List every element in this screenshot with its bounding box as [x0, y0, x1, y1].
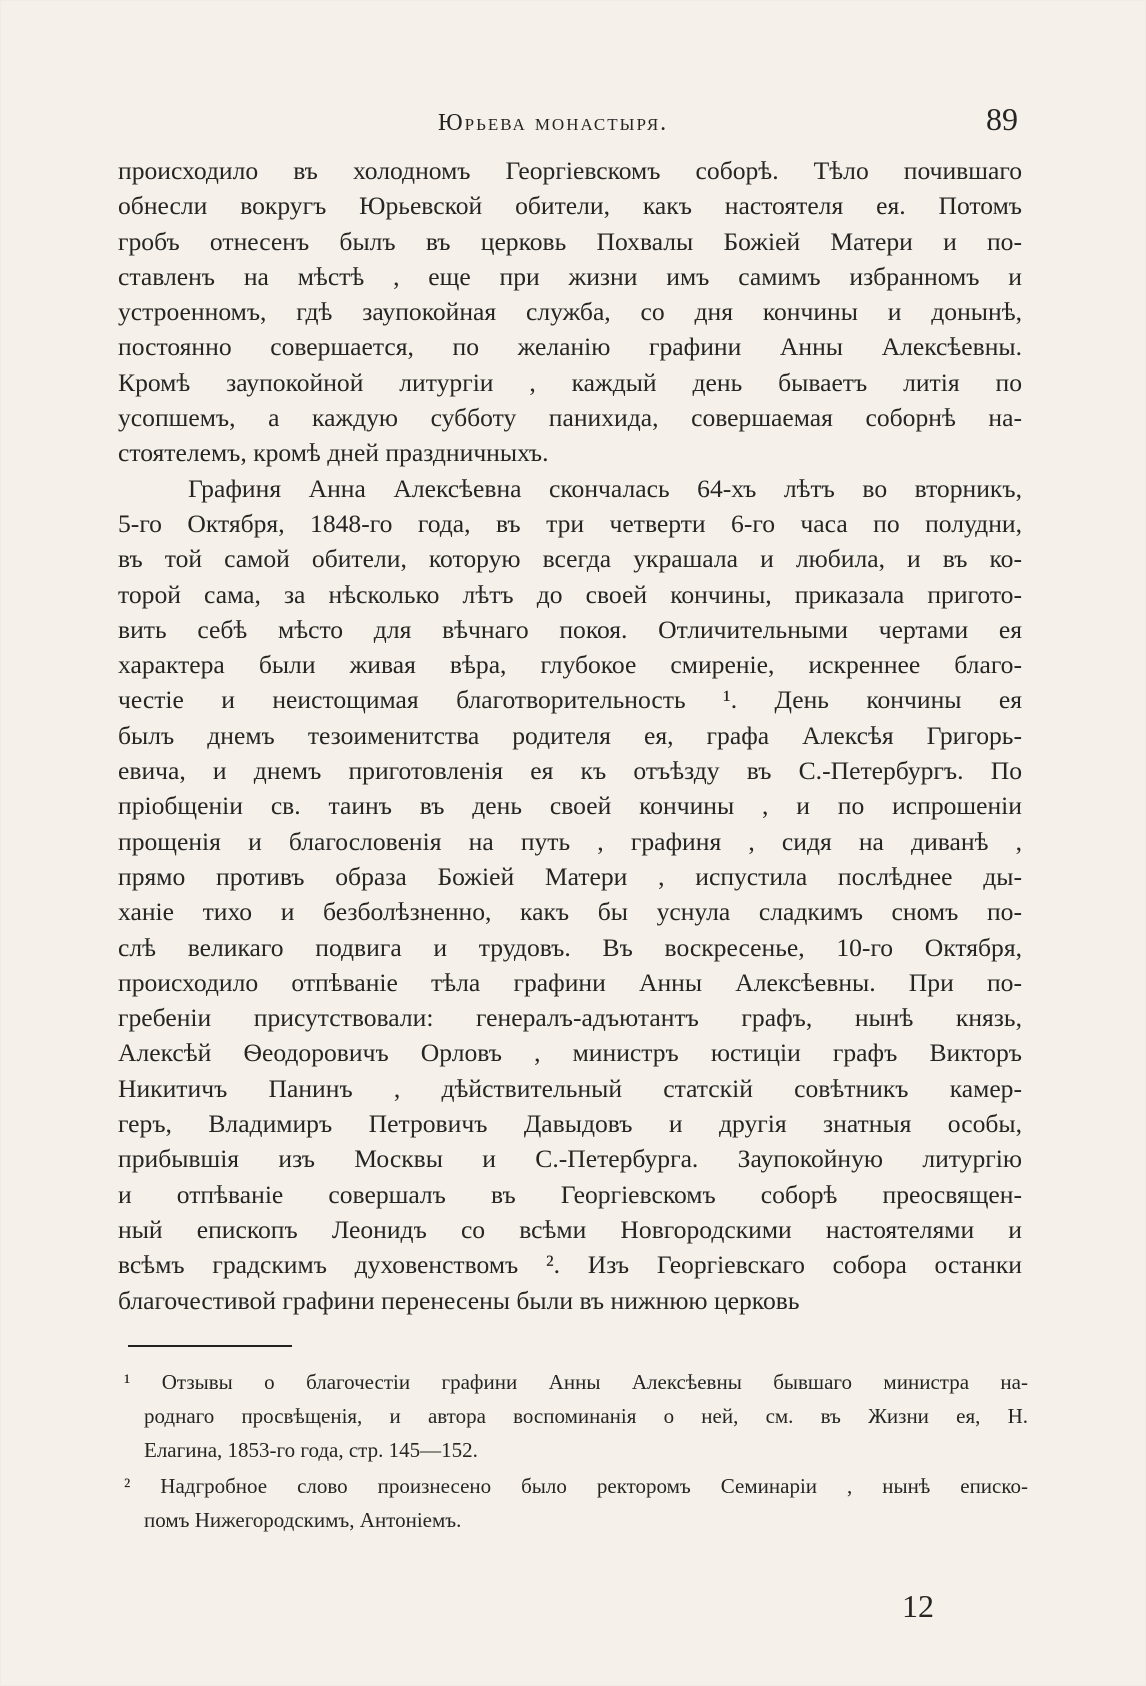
- body-line: всѣмъ градскимъ духовенствомъ ². Изъ Георгіевскаго собора останки: [118, 1250, 1022, 1280]
- body-line: Никитичъ Панинъ , дѣйствительный статскій совѣтникъ камер-: [118, 1073, 1022, 1103]
- body-line: ханіе тихо и безболѣзненно, какъ бы уснула сладкимъ сномъ по-: [118, 897, 1022, 927]
- body-line: Графиня Анна Алексѣевна скончалась 64-хъ лѣтъ во вторникъ,: [188, 473, 1022, 503]
- footnote-2: [124, 1469, 1028, 1537]
- footnote-line: ¹ Отзывы о благочестіи графини Анны Алексѣевны бывшаго министра на-: [124, 1370, 1028, 1394]
- footnote-line: помъ Нижегородскимъ, Антоніемъ.: [144, 1508, 462, 1532]
- body-line: гробъ отнесенъ былъ въ церковь Похвалы Божіей Матери и по-: [118, 226, 1022, 256]
- body-line: вить себѣ мѣсто для вѣчнаго покоя. Отличительными чертами ея: [118, 614, 1022, 644]
- body-line: 5-го Октября, 1848-го года, въ три четверти 6-го часа по полудни,: [118, 508, 1022, 538]
- signature-mark: 12: [902, 1588, 934, 1624]
- body-line: ный епископъ Леонидъ со всѣми Новгородскими настоятелями и: [118, 1214, 1022, 1244]
- body-line: и отпѣваніе совершалъ въ Георгіевскомъ соборѣ преосвящен-: [118, 1179, 1022, 1209]
- body-line: характера были живая вѣра, глубокое смиреніе, искреннее благо-: [118, 650, 1022, 680]
- footnotes: [124, 1365, 1028, 1539]
- footnote-line: Елагина, 1853-го года, стр. 145—152.: [144, 1438, 478, 1462]
- body-line: постоянно совершается, по желанію графини Анны Алексѣевны.: [118, 332, 1022, 362]
- body-line: гребеніи присутствовали: генералъ-адъютантъ графъ, нынѣ князь,: [118, 1003, 1022, 1033]
- body-line: былъ днемъ тезоименитства родителя ея, графа Алексѣя Григорь-: [118, 720, 1022, 750]
- page-number: 89: [986, 101, 1018, 137]
- running-head: Юрьева монастыря.: [438, 110, 669, 136]
- body-line: благочестивой графини перенесены были въ нижнюю церковь: [118, 1285, 800, 1315]
- body-line: устроенномъ, гдѣ заупокойная служба, со дня кончины и донынѣ,: [118, 297, 1022, 327]
- body-line: пріобщеніи св. таинъ въ день своей кончины , и по испрошеніи: [118, 791, 1022, 821]
- body-line: прощенія и благословенія на путь , графиня , сидя на диванѣ ,: [118, 826, 1022, 856]
- footnote-line: роднаго просвѣщенія, и автора воспоминанія о ней, см. въ Жизни ея, Н.: [144, 1404, 1028, 1428]
- footnote-separator: [128, 1345, 292, 1347]
- body-line: Алексѣй Ѳеодоровичъ Орловъ , министръ юстиціи графъ Викторъ: [118, 1038, 1022, 1068]
- footnote-line: ² Надгробное слово произнесено было ректоромъ Семинаріи , нынѣ еписко-: [124, 1474, 1028, 1498]
- body-line: происходило въ холодномъ Георгіевскомъ соборѣ. Тѣло почившаго: [118, 156, 1022, 185]
- body-line: стоятелемъ, кромѣ дней праздничныхъ.: [118, 438, 549, 468]
- body-line: торой сама, за нѣсколько лѣтъ до своей кончины, приказала пригото-: [118, 579, 1022, 609]
- body-line: геръ, Владимиръ Петровичъ Давыдовъ и другія знатныя особы,: [118, 1109, 1022, 1139]
- body-line: евича, и днемъ приготовленія ея къ отъѣзду въ С.-Петербургъ. По: [118, 756, 1022, 786]
- body-line: происходило отпѣваніе тѣла графини Анны Алексѣевны. При по-: [118, 967, 1022, 997]
- body-line: обнесли вокругъ Юрьевской обители, какъ настоятеля ея. Потомъ: [118, 191, 1022, 221]
- body-line: прибывшія изъ Москвы и С.-Петербурга. Заупокойную литургію: [118, 1144, 1022, 1174]
- body-line: ставленъ на мѣстѣ , еще при жизни имъ самимъ избранномъ и: [118, 261, 1022, 291]
- body-line: въ той самой обители, которую всегда украшала и любила, и въ ко-: [118, 544, 1022, 574]
- main-text-block: [118, 153, 1022, 1318]
- footnote-1: [124, 1365, 1028, 1467]
- body-line: усопшемъ, а каждую субботу панихида, совершаемая соборнѣ на-: [118, 403, 1022, 433]
- body-line: прямо противъ образа Божіей Матери , испустила послѣднее ды-: [118, 861, 1022, 891]
- body-line: слѣ великаго подвига и трудовъ. Въ воскресенье, 10-го Октября,: [118, 932, 1022, 962]
- body-line: Кромѣ заупокойной литургіи , каждый день бываетъ литія по: [118, 367, 1022, 397]
- body-line: честіе и неистощимая благотворительность ¹. День кончины ея: [118, 685, 1022, 715]
